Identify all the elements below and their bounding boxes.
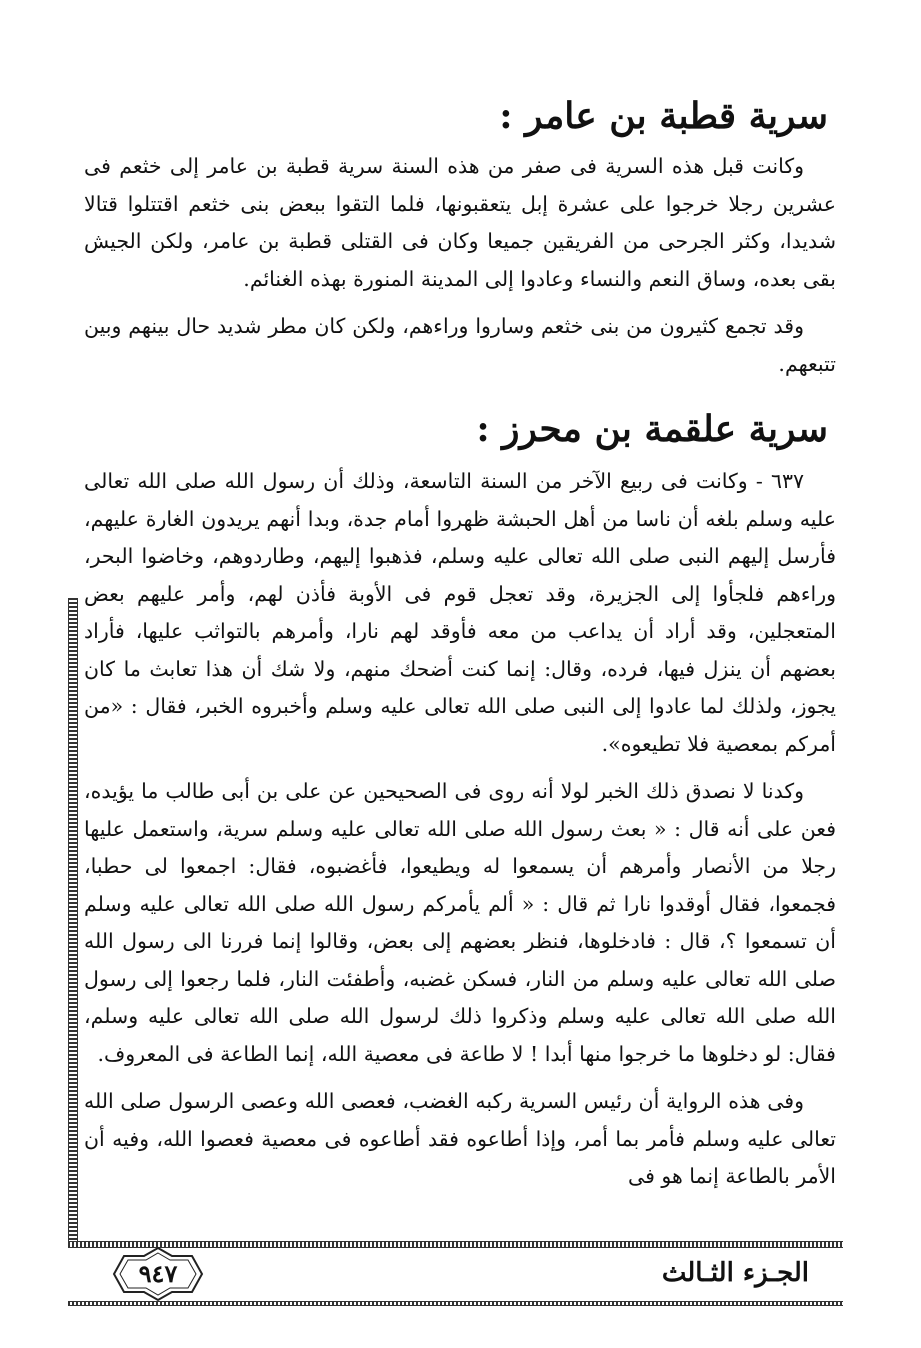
paragraph: وكدنا لا نصدق ذلك الخبر لولا أنه روى فى الصحيحين عن على بن أبى طالب ما يؤيده، فعن على أنه قال : « بعث رسول الله صلى الله تعالى عليه وسلم سرية، واستعمل عليها رجلا من الأنصار وأمرهم أن يسمعوا له ويطيعوا، فأغضبوه، فقال: اجمعوا لى حطبا، فجمعوا، فقال أوقدوا نارا ثم قال : « ألم يأمركم رسول الله صلى الله تعالى عليه وسلم أن تسمعوا ؟، قال : فادخلوها، فنظر بعضهم إلى بعض، وقالوا إنما فررنا الى رسول الله صلى الله تعالى عليه وسلم من النار، فسكن غضبه، وأطفئت النار، فلما رجعوا إلى رسول الله صلى الله تعالى عليه وسلم وذكروا ذلك لرسول الله صلى الله تعالى عليه وسلم، فقال: لو دخلوها ما خرجوا منها أبدا ! لا طاعة فى معصية الله، إنما الطاعة فى المعروف. <box>84 779 836 1066</box>
section-heading-qutba: سرية قطبة بن عامر : <box>499 95 828 137</box>
page-number-badge <box>112 1246 204 1302</box>
paragraph: وقد تجمع كثيرون من بنى خثعم وساروا وراءهم، ولكن كان مطر شديد حال بينهم وبين تتبعهم. <box>84 314 836 376</box>
section-heading-alqama: سرية علقمة بن محرز : <box>476 408 828 450</box>
paragraph: وكانت قبل هذه السرية فى صفر من هذه السنة سرية قطبة بن عامر إلى خثعم فى عشرين رجلا خرجوا على عشرة إبل يتعقبونها، فلما التقوا ببعض بنى خثعم اقتتلوا قتالا شديدا، وكثر الجرحى من الفريقين جميعا وكان فى القتلى قطبة بن عامر، ولكن الجيش بقى بعده، وساق النعم والنساء وعادوا إلى المدينة المنورة بهذه الغنائم. <box>84 154 836 291</box>
text-column <box>84 88 836 1206</box>
paragraph: ٦٣٧ - وكانت فى ربيع الآخر من السنة التاسعة، وذلك أن رسول الله صلى الله تعالى عليه وسلم بلغه أن ناسا من أهل الحبشة ظهروا أمام جدة، وبدا أنهم يريدون الغارة عليهم، فأرسل إليهم النبى صلى الله تعالى عليه وسلم، فذهبوا إليهم، وطاردوهم، وخاضوا البحر، وراءهم فلجأوا إلى الجزيرة، وقد تعجل قوم فى الأوبة فأذن لهم، وأمر عليهم بعض المتعجلين، وقد أراد أن يداعب من معه فأوقد لهم نارا، وأمرهم بالتواثب عليها، فأراد بعضهم أن ينزل فيها، فرده، وقال: إنما كنت أضحك منهم، ولا شك أن هذا تعابث ما كان يجوز، ولذلك لما عادوا إلى النبى صلى الله تعالى عليه وسلم وأخبروه الخبر، فقال : «من أمركم بمعصية فلا تطيعوه». <box>84 469 836 756</box>
volume-label: الجـزء الثـالث <box>661 1258 809 1288</box>
paragraph: وفى هذه الرواية أن رئيس السرية ركبه الغضب، فعصى الله وعصى الرسول صلى الله تعالى عليه وسلم فأمر بما أمر، وإذا أطاعوه فقد أطاعوه فى معصية فعصوا الله، وفيه أن الأمر بالطاعة إنما هو فى <box>84 1089 836 1188</box>
page-number: ٩٤٧ <box>138 1259 178 1288</box>
ornamental-side-border <box>68 598 78 1243</box>
